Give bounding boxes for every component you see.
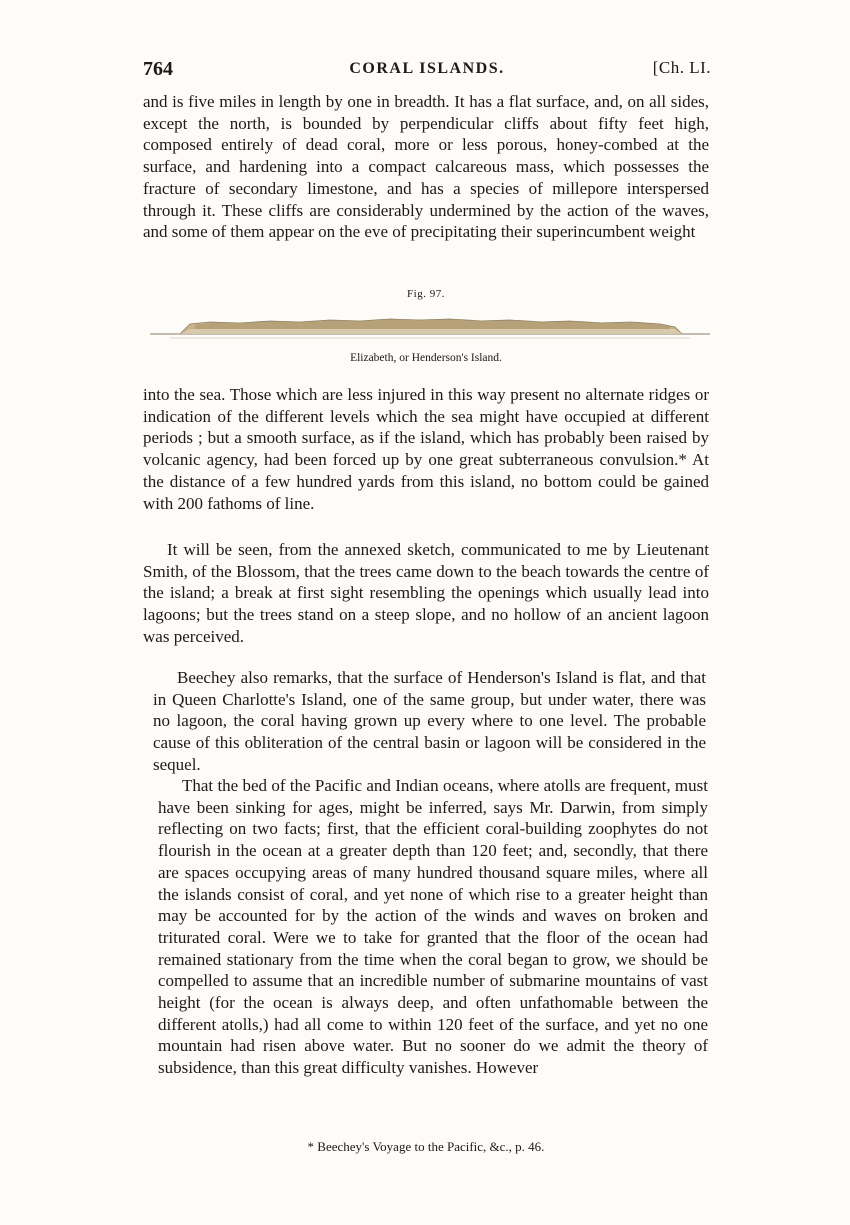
chapter-marker: [Ch. LI. [652, 58, 711, 77]
figure-label: Fig. 97. [407, 288, 445, 300]
running-title: CORAL ISLANDS. [349, 60, 505, 77]
page-number: 764 [143, 58, 173, 80]
paragraph-5: That the bed of the Pacific and Indian oceans, where atolls are frequent, must have been sinking for ages, might be inferred, says Mr. Darwin, from simply reflecting on two facts; first, that the efficient coral-building zoophytes do not flourish in the ocean at a greater depth than 120 feet; and, secondly, that there are spaces occupying areas of many hundred thousand square miles, where all the islands consist of coral, and yet none of which rise to a greater height than may be accounted for by the action of the winds and waves on broken and triturated coral. Were we to take for granted that the floor of the ocean had remained stationary from the time when the coral began to grow, we should be compelled to assume that an incredible number of submarine mountains of vast height (for the ocean is always deep, and often unfathomable between the different atolls,) had all come to within 120 feet of the surface, and yet no one mountain had risen above water. But no sooner do we admit the theory of subsidence, than this great difficulty vanishes. However [158, 776, 708, 1078]
island-tree-band [195, 319, 670, 329]
paragraph-4: Beechey also remarks, that the surface of Henderson's Island is flat, and that in Queen Charlotte's Island, one of the same group, but under water, there was no lagoon, the coral having grown up every where to one level. The probable cause of this obliteration of the central basin or lagoon will be considered in the sequel. [153, 668, 706, 774]
running-head [143, 58, 711, 88]
island-sketch [150, 310, 710, 346]
paragraph-1: and is five miles in length by one in breadth. It has a flat surface, and, on all sides, except the north, is bounded by perpendicular cliffs about fifty feet high, composed entirely of dead coral, more or less porous, honey-combed at the surface, and hardening into a compact calcareous mass, which possesses the fracture of secondary limestone, and has a species of millepore interspersed through it. These cliffs are considerably undermined by the action of the waves, and some of them appear on the eve of precipitating their superincumbent weight [143, 92, 709, 242]
cliff-face [180, 329, 682, 334]
footnote: * Beechey's Voyage to the Pacific, &c., p. 46. [307, 1139, 545, 1154]
figure-caption: Elizabeth, or Henderson's Island. [350, 352, 502, 364]
paragraph-3: It will be seen, from the annexed sketch, communicated to me by Lieutenant Smith, of the Blossom, that the trees came down to the beach towards the centre of the island; a break at first sight resembling the openings which usually lead into lagoons; but the trees stand on a steep slope, and no hollow of an ancient lagoon was perceived. [143, 540, 709, 646]
paragraph-2: into the sea. Those which are less injured in this way present no alternate ridges or indication of the different levels which the sea might have occupied at different periods ; but a smooth surface, as if the island, which has probably been raised by volcanic agency, had been forced up by one great subterraneous convulsion.* At the distance of a few hundred yards from this island, no bottom could be gained with 200 fathoms of line. [143, 385, 709, 513]
